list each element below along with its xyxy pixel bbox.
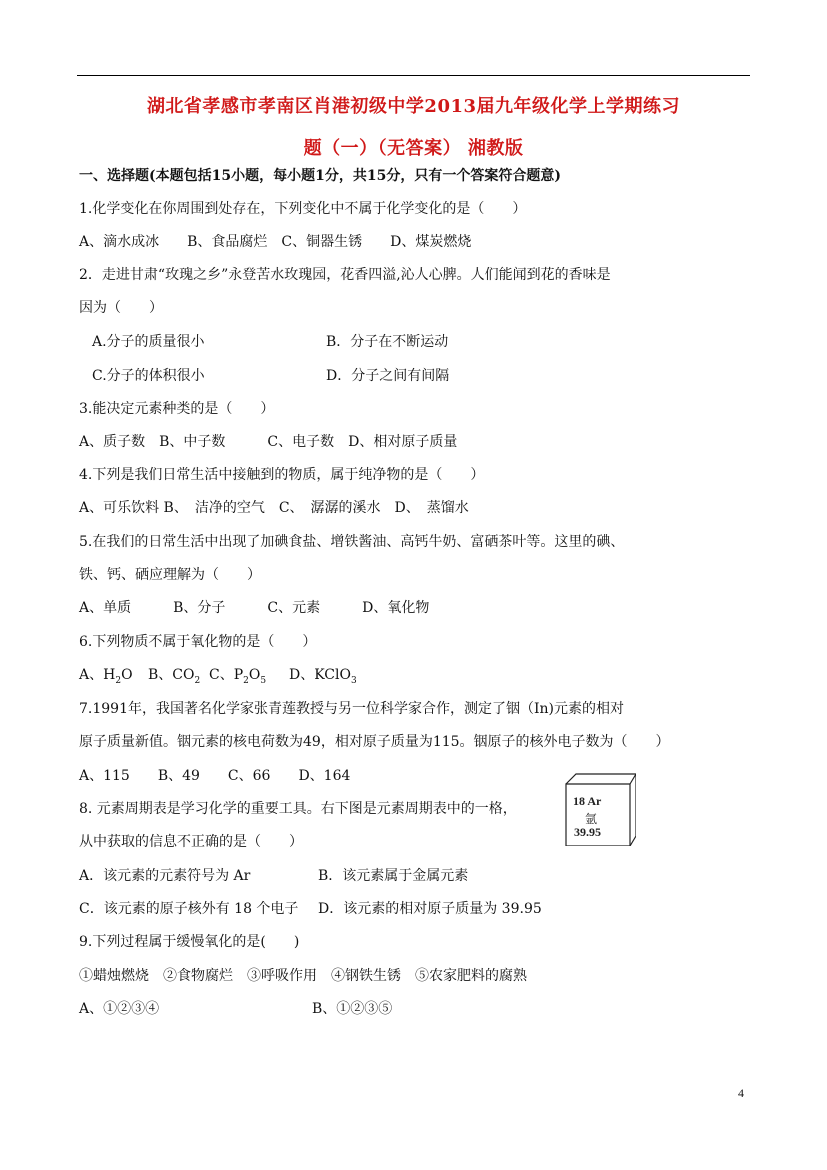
document-title-line2: 题（一）（无答案） 湘教版 (303, 138, 524, 159)
q2-text-line1: 2．走进甘肃“玫瑰之乡”永登苦水玫瑰园，花香四溢,沁人心脾。人们能闻到花的香味是 (79, 267, 611, 283)
page-number: 4 (738, 1086, 744, 1100)
q6-text: 6.下列物质不属于氧化物的是（ ） (79, 634, 317, 650)
q9-text: 9.下列过程属于缓慢氧化的是( ) (79, 934, 300, 950)
q8-text-line1: 8. 元素周期表是学习化学的重要工具。右下图是元素周期表中的一格， (79, 801, 517, 817)
q2-option-c: C.分子的体积很小 (92, 368, 205, 384)
q4-text: 4.下列是我们日常生活中接触到的物质，属于纯净物的是（ ） (79, 467, 485, 483)
element-mass: 39.95 (574, 825, 601, 839)
element-number-symbol: 18 Ar (573, 794, 602, 808)
q8-text-line2: 从中获取的信息不正确的是（ ） (79, 834, 303, 850)
q8-option-a: A．该元素的元素符号为 Ar (79, 868, 251, 884)
section-heading: 一、选择题(本题包括15小题，每小题1分，共15分，只有一个答案符合题意) (79, 168, 561, 184)
q6-option-d: D、KClO$_3$ (289, 667, 357, 686)
q9-option-a: A、①②③④ (79, 1001, 160, 1017)
q6-option-b: B、$CO_2$ (148, 667, 201, 686)
q3-text: 3.能决定元素种类的是（ ） (79, 401, 275, 417)
q5-options: A、单质 B、分子 C、元素 D、氧化物 (79, 600, 430, 616)
q5-text-line2: 铁、钙、硒应理解为（ ） (79, 567, 261, 583)
q2-option-a: A.分子的质量很小 (92, 334, 205, 350)
q9-items: ①蜡烛燃烧 ②食物腐烂 ③呼吸作用 ④钢铁生锈 ⑤农家肥料的腐熟 (79, 968, 527, 984)
q7-text-line1: 7.1991年，我国著名化学家张青莲教授与另一位科学家合作，测定了铟（In)元素的相对 (79, 701, 624, 717)
q5-text-line1: 5.在我们的日常生活中出现了加碘食盐、增铁酱油、高钙牛奶、富硒茶叶等。这里的碘、 (79, 534, 625, 550)
q2-option-b: B．分子在不断运动 (326, 334, 449, 350)
periodic-table-cell (560, 770, 636, 846)
q2-option-d: D．分子之间有间隔 (326, 368, 450, 384)
q8-option-b: B．该元素属于金属元素 (318, 868, 469, 884)
header-rule (77, 75, 750, 76)
element-name: 氩 (585, 812, 598, 826)
q6-option-a: A、$H_2O$ (79, 667, 133, 686)
q1-text: 1.化学变化在你周围到处存在，下列变化中不属于化学变化的是（ ） (79, 201, 527, 217)
q7-options: A、115 B、49 C、66 D、164 (79, 768, 351, 784)
q6-option-c: C、$P_2O_5$ (209, 667, 267, 686)
q2-text-line2: 因为（ ） (79, 300, 163, 316)
q8-option-d: D．该元素的相对原子质量为 39.95 (318, 901, 542, 917)
q8-option-c: C．该元素的原子核外有 18 个电子 (79, 901, 299, 917)
q7-text-line2: 原子质量新值。铟元素的核电荷数为49，相对原子质量为115。铟原子的核外电子数为（ ） (79, 734, 670, 750)
q1-options: A、滴水成冰 B、食品腐烂 C、铜器生锈 D、煤炭燃烧 (79, 234, 472, 250)
q4-options: A、可乐饮料 B、 洁净的空气 C、 潺潺的溪水 D、 蒸馏水 (79, 500, 469, 516)
document-title-line1: 湖北省孝感市孝南区肖港初级中学2013届九年级化学上学期练习 (146, 96, 681, 117)
q3-options: A、质子数 B、中子数 C、电子数 D、相对原子质量 (79, 434, 458, 450)
q9-option-b: B、①②③⑤ (312, 1001, 393, 1017)
